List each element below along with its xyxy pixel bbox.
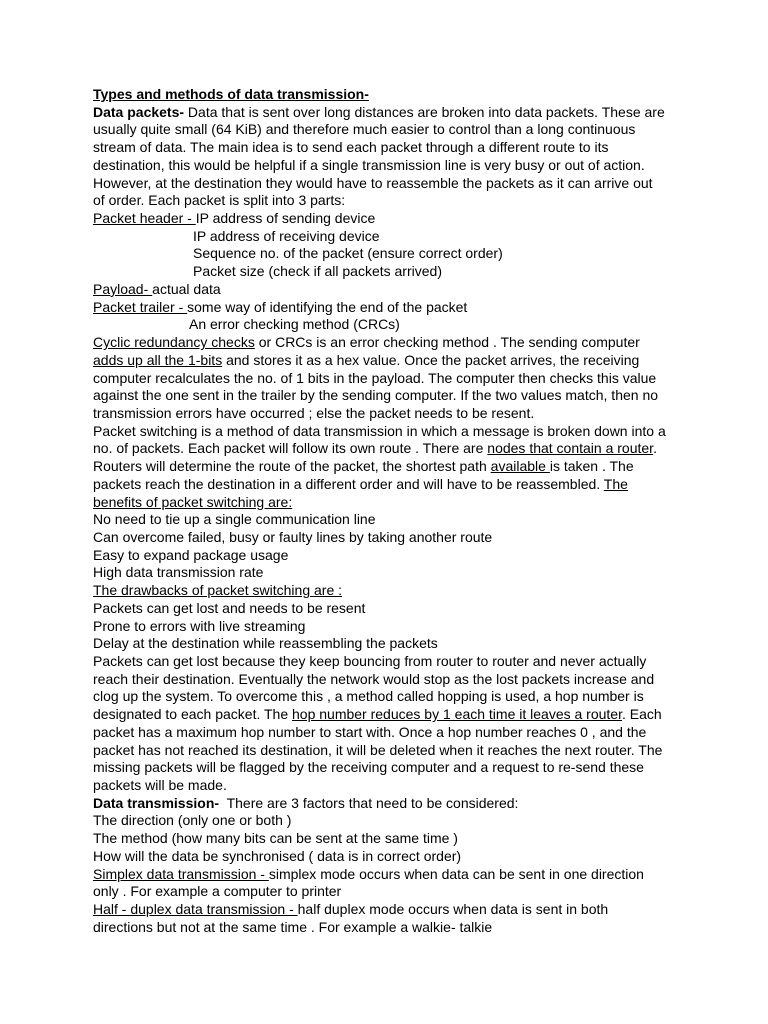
paragraph-line bbox=[93, 706, 693, 724]
half-duplex-label: Half - duplex data transmission - bbox=[93, 901, 298, 918]
text-run: is taken . The bbox=[549, 458, 634, 475]
list-item: How will the data be synchronised ( data is in correct order) bbox=[93, 847, 462, 864]
half-duplex-line bbox=[93, 901, 693, 919]
paragraph-line: reach their destination. Eventually the network would stop as the lost packets increase and bbox=[93, 670, 655, 687]
paragraph-line: packets will be made. bbox=[93, 777, 227, 794]
paragraph-line: of order. Each packet is split into 3 parts: bbox=[93, 192, 346, 209]
text-run: designated to each packet. The bbox=[93, 706, 292, 723]
paragraph-line: computer recalculates the no. of 1 bits in the payload. The computer then checks this value bbox=[93, 369, 657, 386]
paragraph-line: only . For example a computer to printer bbox=[93, 883, 342, 900]
paragraph-line bbox=[93, 440, 693, 458]
list-item: Packets can get lost and needs to be resent bbox=[93, 599, 366, 616]
paragraph-line: Packet switching is a method of data transmission in which a message is broken down into a bbox=[93, 422, 666, 439]
list-item: Can overcome failed, busy or faulty lines by taking another route bbox=[93, 528, 493, 545]
payload-line bbox=[93, 281, 693, 299]
text-run: . Each bbox=[621, 706, 662, 723]
text-run: Data that is sent over long distances are broken into data packets. These are bbox=[184, 103, 665, 120]
text-run: and stores it as a hex value. Once the packet arrives, the receiving bbox=[222, 351, 640, 368]
document-body bbox=[93, 86, 693, 937]
text-run: or CRCs is an error checking method . The sending computer bbox=[254, 334, 640, 351]
simplex-line bbox=[93, 866, 693, 884]
list-item: The direction (only one or both ) bbox=[93, 812, 292, 829]
text-run: Routers will determine the route of the packet, the shortest path bbox=[93, 458, 491, 475]
text-run: some way of identifying the end of the packet bbox=[187, 298, 468, 315]
indented-line: An error checking method (CRCs) bbox=[189, 316, 400, 333]
indented-line: Packet size (check if all packets arrived) bbox=[193, 263, 442, 280]
paragraph-line bbox=[93, 352, 693, 370]
list-item: Delay at the destination while reassembling the packets bbox=[93, 635, 438, 652]
paragraph-line: destination, this would be helpful if a single transmission line is very busy or out of action. bbox=[93, 156, 645, 173]
paragraph-line: However, at the destination they would have to reassemble the packets as it can arrive out bbox=[93, 174, 653, 191]
paragraph-line: missing packets will be flagged by the receiving computer and a request to re-send these bbox=[93, 759, 644, 776]
paragraph-line bbox=[93, 104, 693, 122]
text-run: . bbox=[653, 440, 657, 457]
paragraph-line: directions but not at the same time . For example a walkie- talkie bbox=[93, 918, 493, 935]
indented-line: Sequence no. of the packet (ensure correct order) bbox=[193, 245, 503, 262]
text-run: IP address of sending device bbox=[195, 210, 376, 227]
paragraph-line: packet has not reached its destination, it will be deleted when it reaches the next router. The bbox=[93, 741, 663, 758]
indented-line: IP address of receiving device bbox=[193, 227, 380, 244]
simplex-label: Simplex data transmission - bbox=[93, 865, 269, 882]
underlined-term: available bbox=[490, 458, 550, 475]
underlined-term: nodes that contain a router bbox=[487, 440, 654, 457]
paragraph-line bbox=[93, 476, 693, 494]
benefits-heading: benefits of packet switching are: bbox=[93, 493, 293, 510]
paragraph-line: against the one sent in the trailer by the sending computer. If the two values match, then no bbox=[93, 387, 659, 404]
document-title: Types and methods of data transmission- bbox=[93, 86, 369, 102]
text-run: packets reach the destination in a different order and will have to be reassembled. bbox=[93, 475, 604, 492]
drawbacks-heading: The drawbacks of packet switching are : bbox=[93, 582, 343, 599]
paragraph-line: clog up the system. To overcome this , a method called hopping is used, a hop number is bbox=[93, 688, 644, 705]
text-run: actual data bbox=[152, 280, 221, 297]
paragraph-line: transmission errors have occurred ; else the packet needs to be resent. bbox=[93, 404, 535, 421]
data-packets-label: Data packets- bbox=[93, 103, 185, 120]
packet-header-line bbox=[93, 210, 693, 228]
text-run: half duplex mode occurs when data is sent in both bbox=[297, 901, 609, 918]
packet-header-label: Packet header - bbox=[93, 210, 196, 227]
text-run: There are 3 factors that need to be considered: bbox=[219, 794, 519, 811]
packet-trailer-line bbox=[93, 299, 693, 317]
list-item: Easy to expand package usage bbox=[93, 546, 289, 563]
list-item: Prone to errors with live streaming bbox=[93, 617, 306, 634]
text-run: simplex mode occurs when data can be sent in one direction bbox=[268, 865, 644, 882]
paragraph-line: usually quite small (64 KiB) and therefore much easier to control than a long continuous bbox=[93, 121, 636, 138]
underlined-term: Cyclic redundancy checks bbox=[93, 334, 255, 351]
underlined-term: adds up all the 1-bits bbox=[93, 351, 223, 368]
paragraph-line: Packets can get lost because they keep bouncing from router to router and never actually bbox=[93, 653, 647, 669]
packet-trailer-label: Packet trailer - bbox=[93, 298, 188, 315]
data-transmission-label: Data transmission- bbox=[93, 794, 220, 811]
data-transmission-line bbox=[93, 795, 693, 813]
paragraph-line: packet has a maximum hop number to start with. Once a hop number reaches 0 , and the bbox=[93, 723, 647, 740]
payload-label: Payload- bbox=[93, 280, 153, 297]
text-run: no. of packets. Each packet will follow its own route . There are bbox=[93, 440, 488, 457]
paragraph-line: stream of data. The main idea is to send each packet through a different route to its bbox=[93, 139, 609, 156]
underlined-term: The bbox=[603, 475, 628, 492]
underlined-term: hop number reduces by 1 each time it leaves a router bbox=[292, 706, 622, 723]
paragraph-line bbox=[93, 458, 693, 476]
list-item: High data transmission rate bbox=[93, 564, 264, 581]
list-item: The method (how many bits can be sent at the same time ) bbox=[93, 830, 458, 847]
paragraph-line bbox=[93, 334, 693, 352]
list-item: No need to tie up a single communication line bbox=[93, 511, 376, 528]
